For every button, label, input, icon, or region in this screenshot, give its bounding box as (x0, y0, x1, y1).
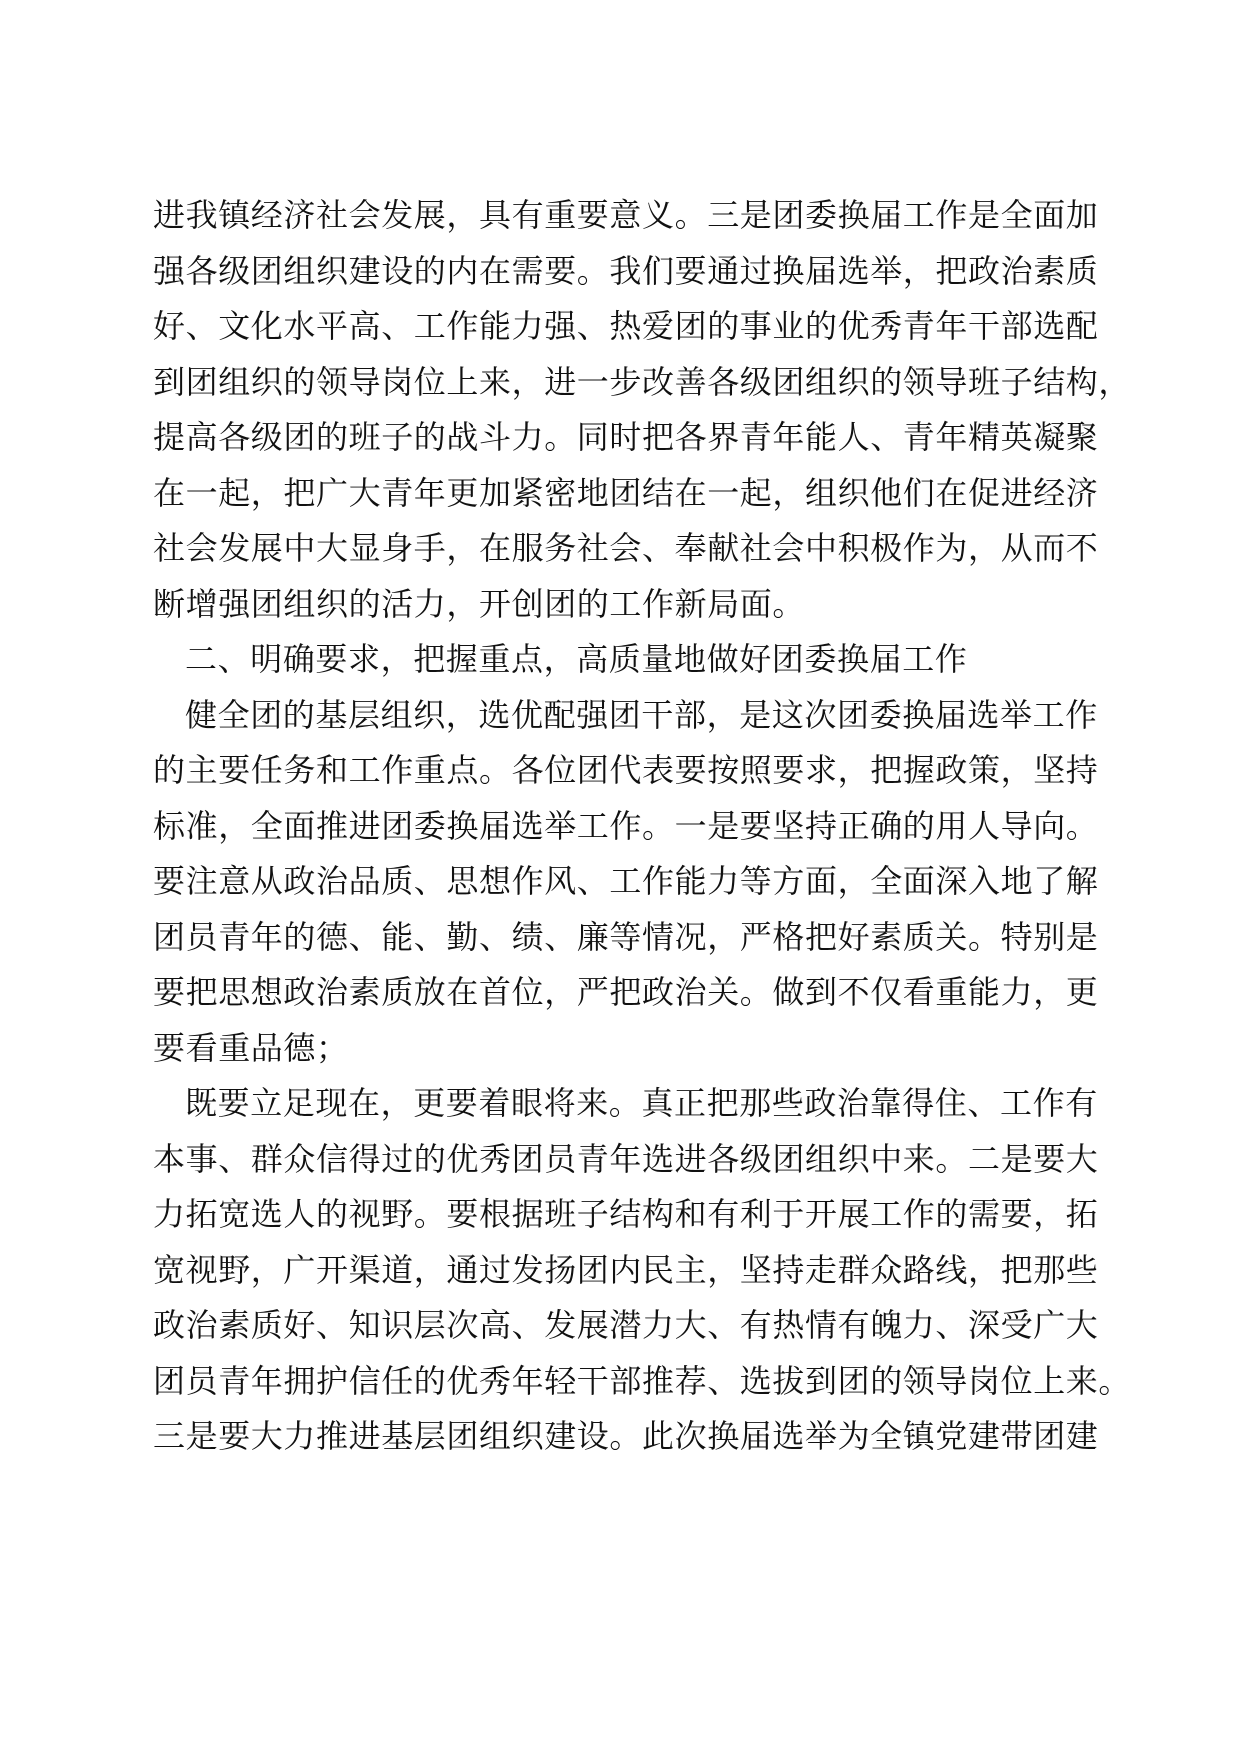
text-line: 政治素质好、知识层次高、发展潜力大、有热情有魄力、深受广大 (153, 1306, 1099, 1344)
text-line: 力拓宽选人的视野。要根据班子结构和有利于开展工作的需要，拓 (153, 1195, 1099, 1233)
text-line: 团员青年的德、能、勤、绩、廉等情况，严格把好素质关。特别是 (153, 917, 1099, 956)
text-line: 标准，全面推进团委换届选举工作。一是要坚持正确的用人导向。 (153, 806, 1099, 845)
body-text (153, 188, 1132, 1465)
text-line: 要看重品德； (153, 1028, 349, 1067)
text-line: 断增强团组织的活力，开创团的工作新局面。 (153, 584, 806, 623)
text-line: 强各级团组织建设的内在需要。我们要通过换届选举，把政治素质 (153, 251, 1099, 290)
section-heading: 二、明确要求，把握重点，高质量地做好团委换届工作 (185, 640, 968, 678)
text-line: 三是要大力推进基层团组织建设。此次换届选举为全镇党建带团建 (153, 1417, 1099, 1455)
text-line: 本事、群众信得过的优秀团员青年选进各级团组织中来。二是要大 (153, 1139, 1099, 1178)
text-line: 好、文化水平高、工作能力强、热爱团的事业的优秀青年干部选配 (153, 307, 1099, 345)
text-line: 社会发展中大显身手，在服务社会、奉献社会中积极作为，从而不 (153, 529, 1099, 567)
text-line: 团员青年拥护信任的优秀年轻干部推荐、选拔到团的领导岗位上来。 (153, 1361, 1132, 1400)
text-line: 宽视野，广开渠道，通过发扬团内民主，坚持走群众路线，把那些 (153, 1250, 1099, 1289)
text-line: 的主要任务和工作重点。各位团代表要按照要求，把握政策，坚持 (153, 751, 1099, 789)
text-line: 要注意从政治品质、思想作风、工作能力等方面，全面深入地了解 (153, 862, 1099, 900)
text-line: 在一起，把广大青年更加紧密地团结在一起，组织他们在促进经济 (153, 473, 1099, 512)
text-line: 到团组织的领导岗位上来，进一步改善各级团组织的领导班子结构， (153, 362, 1132, 401)
text-line: 健全团的基层组织，选优配强团干部，是这次团委换届选举工作 (185, 695, 1098, 734)
text-line: 既要立足现在，更要着眼将来。真正把那些政治靠得住、工作有 (185, 1084, 1098, 1122)
text-line: 提高各级团的班子的战斗力。同时把各界青年能人、青年精英凝聚 (153, 418, 1099, 456)
text-line: 要把思想政治素质放在首位，严把政治关。做到不仅看重能力，更 (153, 973, 1099, 1011)
text-line: 进我镇经济社会发展，具有重要意义。三是团委换届工作是全面加 (153, 196, 1099, 234)
